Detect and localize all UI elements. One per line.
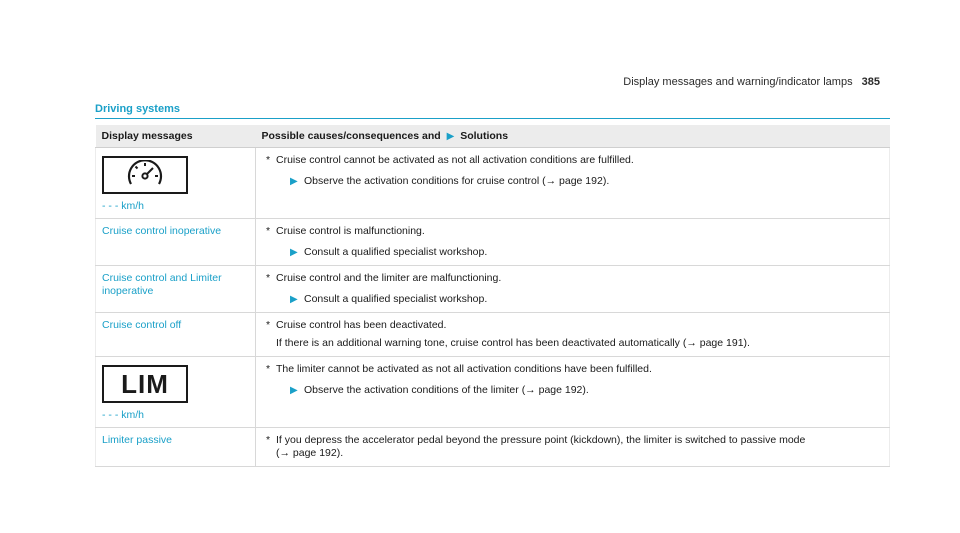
message-cell bbox=[96, 266, 256, 313]
cause-cell bbox=[256, 148, 890, 219]
display-message: Cruise control inoperative bbox=[102, 225, 222, 237]
message-cell bbox=[96, 148, 256, 219]
speedometer-icon bbox=[102, 156, 188, 194]
table-row bbox=[96, 266, 890, 313]
limiter-icon bbox=[102, 365, 188, 403]
limiter-icon-text: LIM bbox=[121, 368, 169, 399]
speed-readout: - - - km/h bbox=[102, 409, 144, 421]
cause-text: * If you depress the accelerator pedal beyond the pressure point (kickdown), the limiter is switched to passive mode (→ page 192). bbox=[266, 434, 806, 459]
table-row bbox=[96, 313, 890, 357]
play-arrow-icon: ▶ bbox=[290, 385, 298, 396]
solution-text: ▶ Observe the activation conditions of the limiter (→ page 192). bbox=[290, 384, 589, 396]
cause-text: * Cruise control has been deactivated. bbox=[266, 319, 447, 331]
display-message: Cruise control off bbox=[102, 319, 182, 331]
display-message: Cruise control and Limiter inoperative bbox=[102, 272, 222, 297]
message-cell bbox=[96, 219, 256, 266]
col-header-causes-solutions: Possible causes/consequences and ▶ Solutions bbox=[256, 125, 890, 148]
table-row bbox=[96, 148, 890, 219]
cause-text: * Cruise control and the limiter are malfunctioning. bbox=[266, 272, 502, 284]
table-row bbox=[96, 428, 890, 467]
table-row bbox=[96, 219, 890, 266]
running-head bbox=[623, 76, 880, 88]
solution-text: ▶ Observe the activation conditions for cruise control (→ page 192). bbox=[290, 175, 610, 187]
col-header-display-messages: Display messages bbox=[96, 125, 256, 148]
cause-cell bbox=[256, 219, 890, 266]
cause-cell bbox=[256, 428, 890, 467]
solution-text: ▶ Consult a qualified specialist workshop. bbox=[290, 246, 488, 258]
message-cell bbox=[96, 313, 256, 357]
page-number: 385 bbox=[861, 76, 880, 88]
section-title: Driving systems bbox=[95, 103, 180, 115]
speed-readout: - - - km/h bbox=[102, 200, 144, 212]
table-row bbox=[96, 357, 890, 428]
message-cell bbox=[96, 357, 256, 428]
cause-cell bbox=[256, 313, 890, 357]
note-text: If there is an additional warning tone, cruise control has been deactivated automatically (→ page 191). bbox=[276, 337, 750, 349]
play-arrow-icon: ▶ bbox=[290, 247, 298, 258]
table-header-row bbox=[96, 125, 890, 148]
cause-text: * Cruise control is malfunctioning. bbox=[266, 225, 425, 237]
section-rule bbox=[95, 118, 890, 119]
message-cell bbox=[96, 428, 256, 467]
play-arrow-icon: ▶ bbox=[446, 131, 455, 142]
cause-text: * The limiter cannot be activated as not all activation conditions have been fulfilled. bbox=[266, 363, 652, 375]
running-head-title: Display messages and warning/indicator lamps bbox=[623, 76, 853, 88]
cause-cell bbox=[256, 266, 890, 313]
play-arrow-icon: ▶ bbox=[290, 294, 298, 305]
cause-text: * Cruise control cannot be activated as not all activation conditions are fulfilled. bbox=[266, 154, 634, 166]
display-messages-table bbox=[95, 125, 890, 467]
solution-text: ▶ Consult a qualified specialist workshop. bbox=[290, 293, 488, 305]
cause-cell bbox=[256, 357, 890, 428]
display-message: Limiter passive bbox=[102, 434, 173, 446]
play-arrow-icon: ▶ bbox=[290, 176, 298, 187]
